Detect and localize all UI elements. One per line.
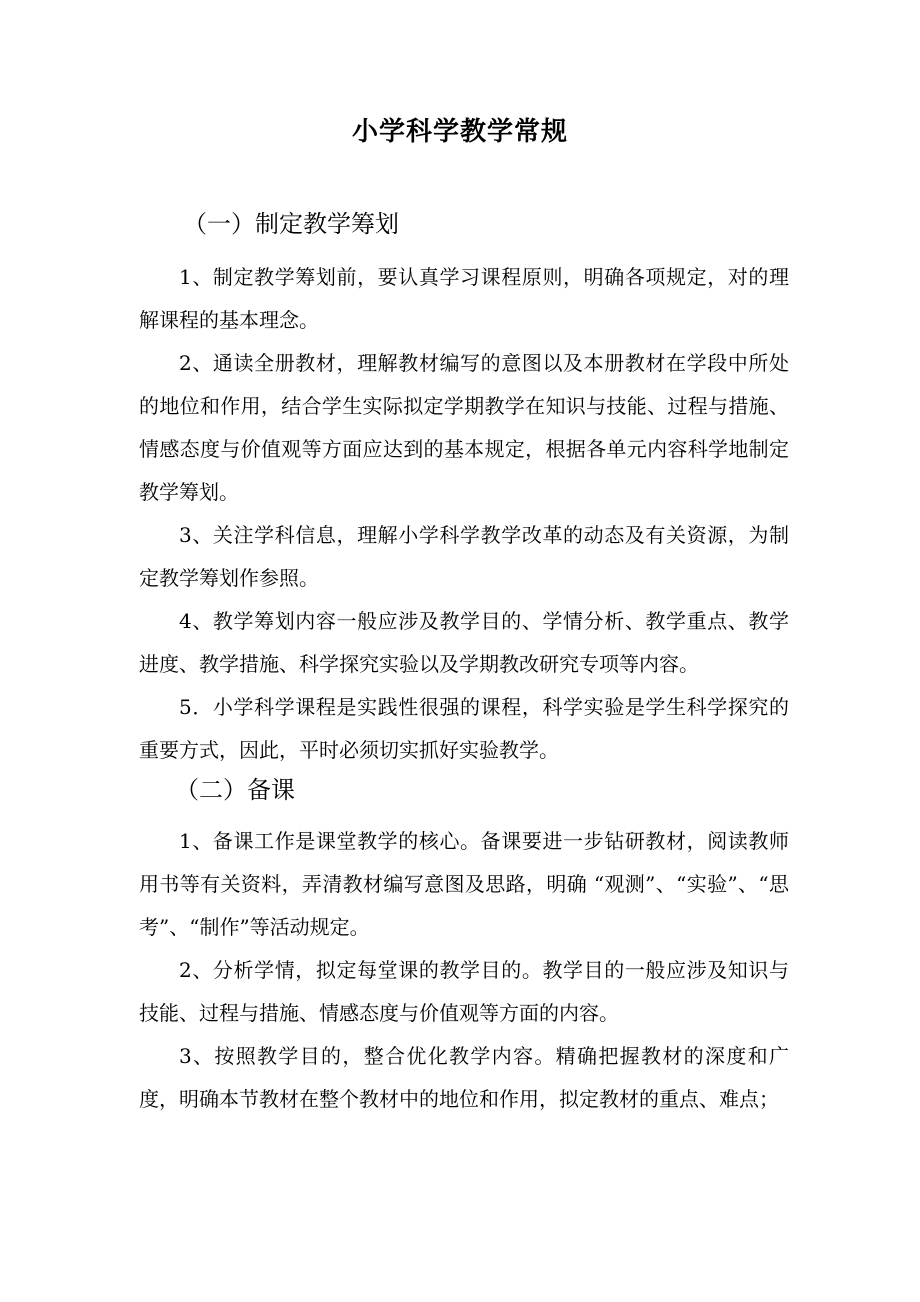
page-title: 小学科学教学常规 bbox=[351, 117, 568, 147]
paragraph: 2、分析学情，拟定每堂课的教学目的。教学目的一般应涉及知识与技能、过程与措施、情感态度与价值观等方面的内容。 bbox=[139, 958, 789, 1025]
paragraph: 1、备课工作是课堂教学的核心。备课要进一步钻研教材，阅读教师用书等有关资料，弄清教材编写意图及思路，明确 “观测”、“实验”、“思考”、“制作”等活动规定。 bbox=[139, 829, 789, 939]
paragraph: 5．小学科学课程是实践性很强的课程，科学实验是学生科学探究的重要方式，因此，平时必须切实抓好实验教学。 bbox=[139, 695, 789, 762]
paragraph: 1、制定教学筹划前，要认真学习课程原则，明确各项规定，对的理解课程的基本理念。 bbox=[139, 265, 789, 332]
section-heading-1: （一）制定教学筹划 bbox=[183, 210, 399, 238]
paragraph: 2、通读全册教材，理解教材编写的意图以及本册教材在学段中所处的地位和作用，结合学生实际拟定学期教学在知识与技能、过程与措施、情感态度与价值观等方面应达到的基本规定，根据各单元内容科学地制定教学筹划。 bbox=[139, 351, 789, 504]
paragraph: 3、按照教学目的，整合优化教学内容。精确把握教材的深度和广度，明确本节教材在整个教材中的地位和作用，拟定教材的重点、难点； bbox=[139, 1044, 789, 1111]
paragraph: 4、教学筹划内容一般应涉及教学目的、学情分析、教学重点、教学进度、教学措施、科学探究实验以及学期教改研究专项等内容。 bbox=[139, 609, 789, 676]
paragraph: 3、关注学科信息，理解小学科学教学改革的动态及有关资源，为制定教学筹划作参照。 bbox=[139, 523, 789, 590]
section-heading-2: （二）备课 bbox=[175, 776, 295, 804]
